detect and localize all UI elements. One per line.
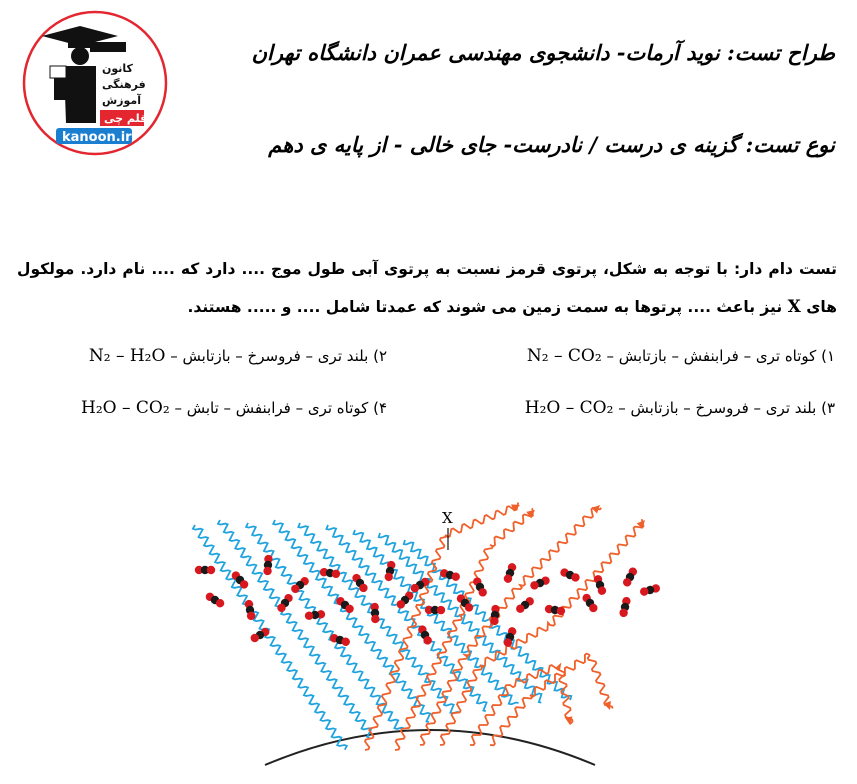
option-2-chem: N₂ – H₂O xyxy=(88,346,166,366)
molecule xyxy=(622,566,639,588)
question-text xyxy=(17,250,837,326)
molecule xyxy=(425,606,446,615)
red-ray xyxy=(490,654,613,746)
question-x-label: X xyxy=(787,297,801,317)
molecules xyxy=(195,555,661,648)
option-3-text: ۳) بلند تری – فروسرخ – بازتابش – xyxy=(618,399,835,417)
logo-line-1: کانون xyxy=(102,62,133,75)
logo-site: kanoon.ir xyxy=(62,130,132,145)
option-3-chem: H₂O – CO₂ xyxy=(524,398,614,418)
logo-line-4: قلم چی xyxy=(104,112,148,125)
molecule xyxy=(244,599,256,621)
greenhouse-figure xyxy=(190,495,670,780)
molecule xyxy=(619,596,632,618)
option-4-text: ۴) کوتاه تری – فرابنفش – تابش – xyxy=(174,399,387,417)
molecule xyxy=(559,567,581,583)
test-type-line: نوع تست: گزینه ی درست / نادرست- جای خالی - از پایه ی دهم xyxy=(268,132,835,157)
blue-ray xyxy=(379,533,542,703)
option-1-text: ۱) کوتاه تری – فرابنفش – بازتابش – xyxy=(606,347,835,365)
molecule xyxy=(514,595,535,614)
earth-surface xyxy=(265,730,595,765)
molecule xyxy=(639,583,661,596)
option-2[interactable] xyxy=(89,346,387,366)
molecule xyxy=(472,576,489,598)
molecule xyxy=(490,604,500,625)
molecule xyxy=(263,555,273,576)
molecule xyxy=(593,574,608,596)
molecule xyxy=(395,590,415,611)
red-ray xyxy=(440,519,644,745)
designer-line: طراح تست: نوید آرمات- دانشجوی مهندسی عمران دانشگاه تهران xyxy=(251,40,835,65)
molecule xyxy=(502,626,517,648)
option-1-chem: N₂ – CO₂ xyxy=(526,346,602,366)
red-ray xyxy=(420,508,601,745)
molecule xyxy=(503,562,518,584)
option-2-text: ۲) بلند تری – فروسرخ – بازتابش – xyxy=(170,347,387,365)
molecule xyxy=(195,566,215,574)
red-rays xyxy=(365,503,645,751)
blue-ray xyxy=(404,540,572,700)
molecule xyxy=(329,633,351,647)
logo-line-2: فرهنگی xyxy=(102,78,146,91)
molecule xyxy=(204,591,226,609)
option-3[interactable] xyxy=(525,398,835,418)
option-4[interactable] xyxy=(81,398,387,418)
option-4-chem: H₂O – CO₂ xyxy=(81,398,170,418)
molecule xyxy=(276,592,295,613)
kanoon-logo xyxy=(20,8,170,158)
question-part-1: تست دام دار: با توجه به شکل، پرتوی قرمز نسبت به پرتوی آبی طول موج .... دارد که .... نام دارد. مولکول های xyxy=(17,260,837,316)
molecule xyxy=(581,592,599,614)
molecule xyxy=(304,610,325,621)
logo-line-3: آموزش xyxy=(102,94,141,107)
molecule xyxy=(370,603,379,624)
option-1[interactable] xyxy=(527,346,835,366)
question-part-2: نیز باعث .... پرتوها به سمت زمین می شوند که عمدتا شامل .... و ..... هستند. xyxy=(187,298,783,316)
figure-x-label: X xyxy=(442,509,453,527)
